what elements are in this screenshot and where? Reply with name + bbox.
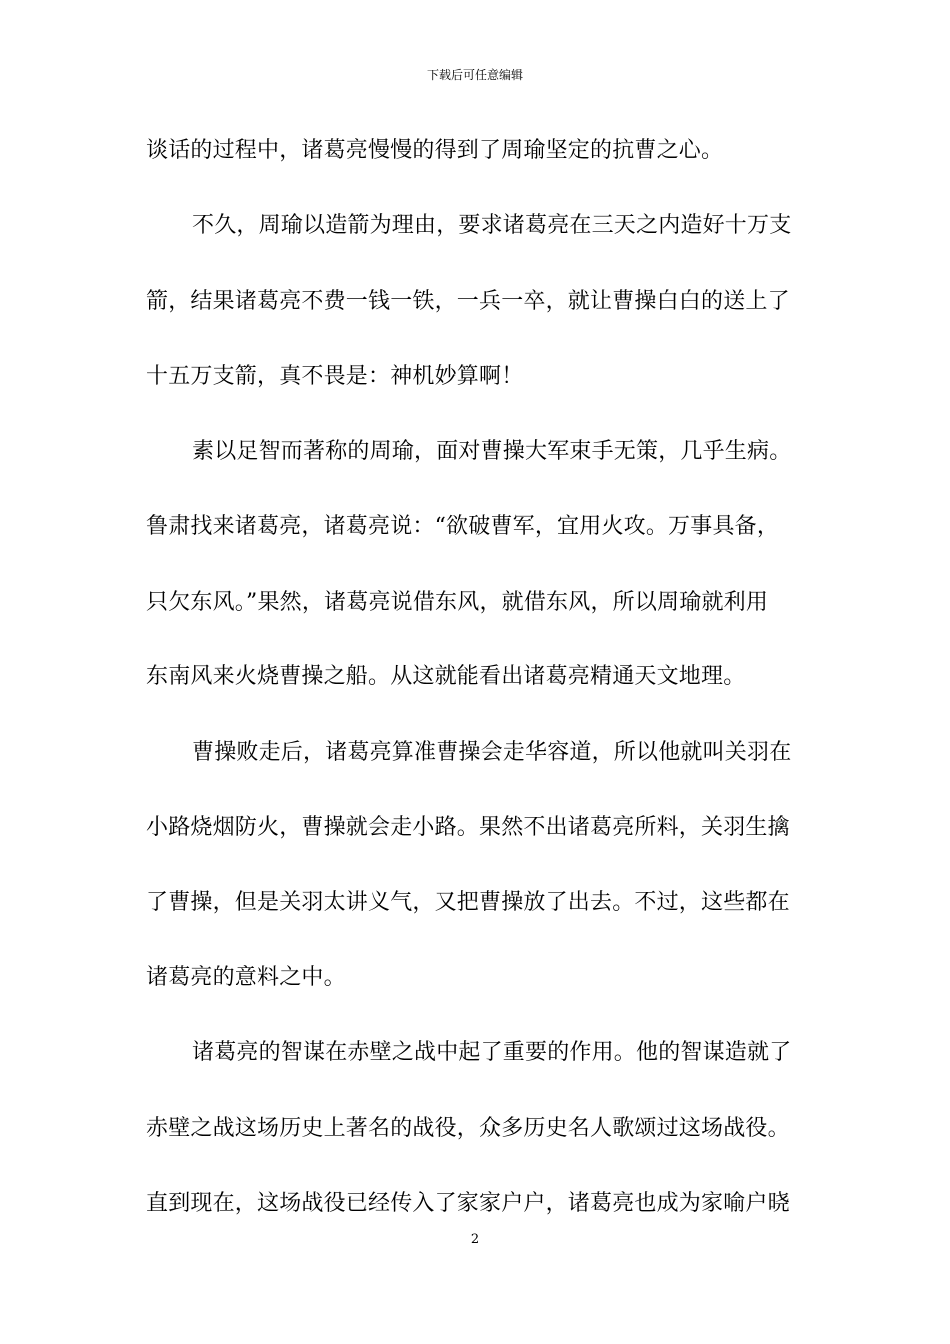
text-line: 曹操败走后，诸葛亮算准曹操会走华容道，所以他就叫关羽在	[192, 740, 792, 765]
page-number: 2	[470, 1232, 480, 1247]
text-line: 诸葛亮的意料之中。	[146, 965, 346, 990]
text-line: 直到现在，这场战役已经传入了家家户户，诸葛亮也成为家喻户晓	[146, 1191, 790, 1216]
text-line: 东南风来火烧曹操之船。从这就能看出诸葛亮精通天文地理。	[146, 664, 746, 689]
text-line: 赤壁之战这场历史上著名的战役，众多历史名人歌颂过这场战役。	[146, 1116, 790, 1141]
text-line: 鲁肃找来诸葛亮，诸葛亮说：“欲破曹军，宜用火攻。万事具备，	[146, 514, 780, 539]
text-line: 小路烧烟防火，曹操就会走小路。果然不出诸葛亮所料，关羽生擒	[146, 815, 790, 840]
text-line: 只欠东风。”果然，诸葛亮说借东风，就借东风，所以周瑜就利用	[146, 590, 769, 615]
text-line: 十五万支箭，真不畏是：神机妙算啊！	[146, 364, 524, 389]
page-header: 下载后可任意编辑	[426, 68, 523, 82]
text-line: 素以足智而著称的周瑜，面对曹操大军束手无策，几乎生病。	[192, 439, 792, 464]
text-line: 诸葛亮的智谋在赤壁之战中起了重要的作用。他的智谋造就了	[192, 1040, 792, 1065]
text-line: 谈话的过程中，诸葛亮慢慢的得到了周瑜坚定的抗曹之心。	[146, 138, 724, 163]
text-line: 了曹操，但是关羽太讲义气，又把曹操放了出去。不过，这些都在	[146, 890, 790, 915]
text-line: 不久，周瑜以造箭为理由，要求诸葛亮在三天之内造好十万支	[192, 213, 792, 238]
text-line: 箭，结果诸葛亮不费一钱一铁，一兵一卒，就让曹操白白的送上了	[146, 289, 790, 314]
